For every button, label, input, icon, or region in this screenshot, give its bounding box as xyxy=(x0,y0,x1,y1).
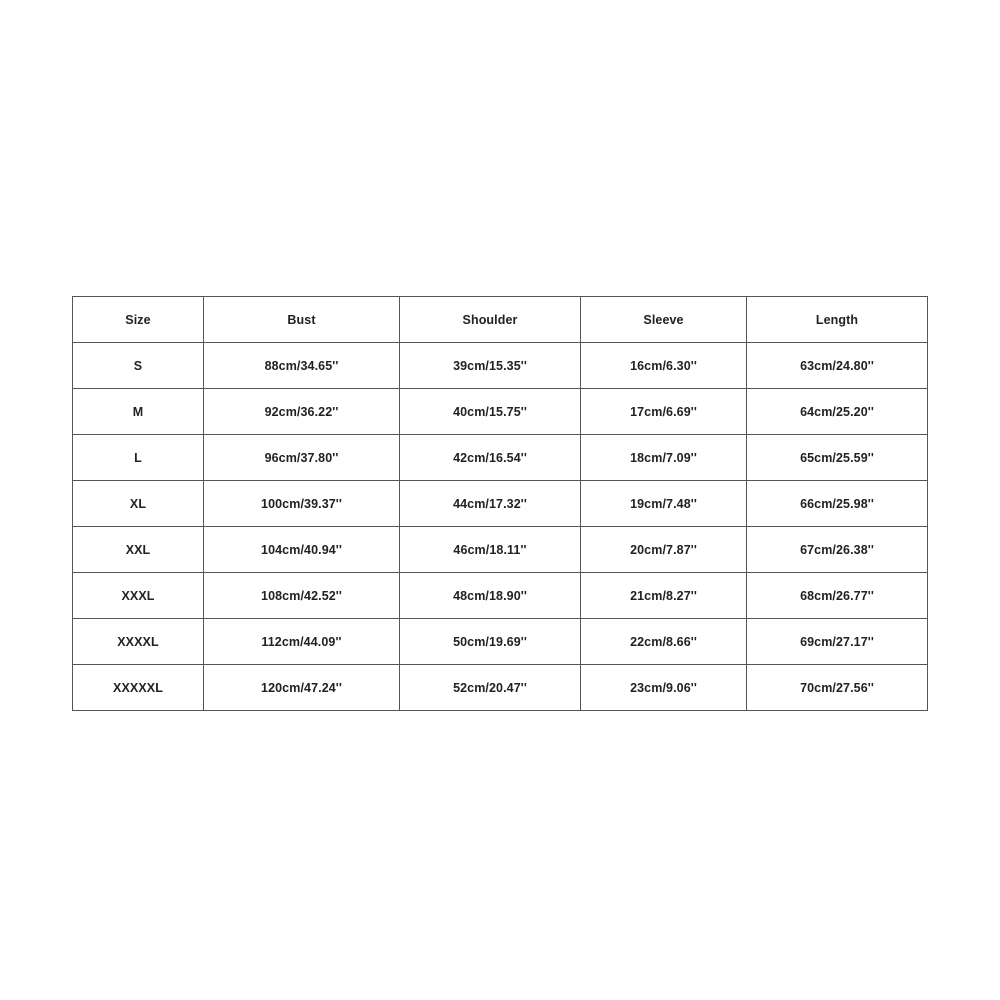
cell-shoulder: 48cm/18.90'' xyxy=(400,573,581,619)
cell-sleeve: 23cm/9.06'' xyxy=(581,665,747,711)
cell-bust: 104cm/40.94'' xyxy=(204,527,400,573)
cell-sleeve: 21cm/8.27'' xyxy=(581,573,747,619)
cell-size: XXXXXL xyxy=(73,665,204,711)
cell-length: 64cm/25.20'' xyxy=(747,389,928,435)
table-header-row xyxy=(73,297,928,343)
cell-length: 67cm/26.38'' xyxy=(747,527,928,573)
cell-sleeve: 18cm/7.09'' xyxy=(581,435,747,481)
cell-shoulder: 46cm/18.11'' xyxy=(400,527,581,573)
header-length: Length xyxy=(747,297,928,343)
table-row xyxy=(73,573,928,619)
cell-size: XXXXL xyxy=(73,619,204,665)
cell-sleeve: 22cm/8.66'' xyxy=(581,619,747,665)
cell-shoulder: 40cm/15.75'' xyxy=(400,389,581,435)
cell-length: 69cm/27.17'' xyxy=(747,619,928,665)
cell-length: 70cm/27.56'' xyxy=(747,665,928,711)
table-row xyxy=(73,665,928,711)
size-chart-table xyxy=(72,296,928,711)
cell-bust: 108cm/42.52'' xyxy=(204,573,400,619)
cell-sleeve: 16cm/6.30'' xyxy=(581,343,747,389)
header-size: Size xyxy=(73,297,204,343)
cell-bust: 92cm/36.22'' xyxy=(204,389,400,435)
cell-length: 66cm/25.98'' xyxy=(747,481,928,527)
cell-bust: 112cm/44.09'' xyxy=(204,619,400,665)
cell-sleeve: 19cm/7.48'' xyxy=(581,481,747,527)
cell-length: 68cm/26.77'' xyxy=(747,573,928,619)
cell-size: L xyxy=(73,435,204,481)
table-row xyxy=(73,435,928,481)
cell-size: S xyxy=(73,343,204,389)
cell-bust: 120cm/47.24'' xyxy=(204,665,400,711)
cell-shoulder: 39cm/15.35'' xyxy=(400,343,581,389)
cell-length: 63cm/24.80'' xyxy=(747,343,928,389)
cell-size: XXXL xyxy=(73,573,204,619)
cell-shoulder: 50cm/19.69'' xyxy=(400,619,581,665)
table-row xyxy=(73,481,928,527)
cell-shoulder: 44cm/17.32'' xyxy=(400,481,581,527)
cell-size: XL xyxy=(73,481,204,527)
table-row xyxy=(73,619,928,665)
cell-bust: 88cm/34.65'' xyxy=(204,343,400,389)
cell-shoulder: 42cm/16.54'' xyxy=(400,435,581,481)
table-row xyxy=(73,527,928,573)
header-shoulder: Shoulder xyxy=(400,297,581,343)
table-row xyxy=(73,389,928,435)
cell-sleeve: 20cm/7.87'' xyxy=(581,527,747,573)
header-bust: Bust xyxy=(204,297,400,343)
table-row xyxy=(73,343,928,389)
header-sleeve: Sleeve xyxy=(581,297,747,343)
cell-size: XXL xyxy=(73,527,204,573)
cell-sleeve: 17cm/6.69'' xyxy=(581,389,747,435)
cell-bust: 100cm/39.37'' xyxy=(204,481,400,527)
cell-length: 65cm/25.59'' xyxy=(747,435,928,481)
cell-size: M xyxy=(73,389,204,435)
cell-shoulder: 52cm/20.47'' xyxy=(400,665,581,711)
cell-bust: 96cm/37.80'' xyxy=(204,435,400,481)
